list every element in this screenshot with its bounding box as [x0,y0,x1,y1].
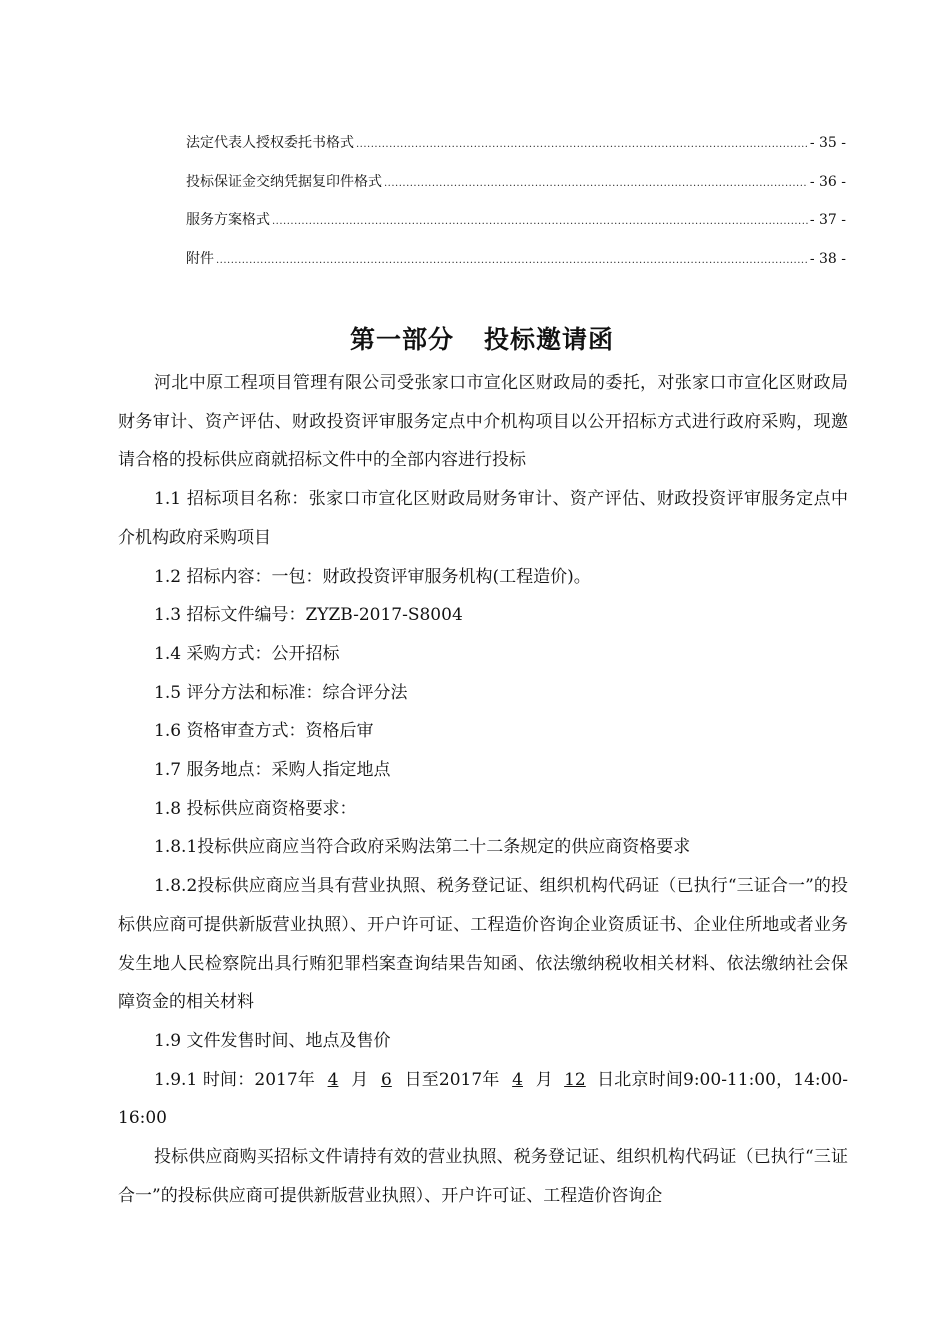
toc-entry[interactable] [186,244,846,283]
paragraph-1-5: 1.5 评分方法和标准：综合评分法 [154,682,408,703]
sale-time-prefix: 1.9.1 时间：2017年 [154,1069,316,1090]
paragraph-1-6: 1.6 资格审查方式：资格后审 [154,721,374,742]
paragraph-1-9: 1.9 文件发售时间、地点及售价 [154,1030,391,1051]
section-title: 投标邀请函 [484,325,615,354]
paragraph-1-8-2: 1.8.2投标供应商应当具有营业执照、税务登记证、组织机构代码证（已执行“三证合一”的投标供应商可提供新版营业执照）、开户许可证、工程造价咨询企业资质证书、企业住所地或者业务发生地人民检察院出具行贿犯罪档案查询结果告知函、依法缴纳税收相关材料、依法缴纳社会保障资金的相关材料 [118,876,848,1013]
toc-entry-page: - 38 - [809,250,846,267]
paragraph-1-8-1: 1.8.1投标供应商应当符合政府采购法第二十二条规定的供应商资格要求 [154,837,691,858]
end-month: 4 [512,1069,523,1090]
toc-leader-dots [216,244,808,276]
table-of-contents [186,128,846,282]
toc-entry-title: 附件 [186,250,214,267]
purchase-paragraph: 投标供应商购买招标文件请持有效的营业执照、税务登记证、组织机构代码证（已执行“三证合一”的投标供应商可提供新版营业执照）、开户许可证、工程造价咨询企 [118,1147,848,1206]
paragraph-1-7: 1.7 服务地点：采购人指定地点 [154,760,391,781]
paragraph-1-8: 1.8 投标供应商资格要求： [154,798,357,819]
toc-entry[interactable] [186,128,846,167]
paragraph-1-4: 1.4 采购方式：公开招标 [154,643,340,664]
paragraph-1-2: 1.2 招标内容：一包：财政投资评审服务机构(工程造价)。 [154,566,591,587]
start-month: 4 [327,1069,339,1090]
month-label: 月 [351,1069,369,1090]
sale-time-suffix: 日北京时间9:00-11:00，14:00-16:00 [118,1069,849,1129]
paragraph-1-3: 1.3 招标文件编号：ZYZB-2017-S8004 [154,605,463,626]
intro-paragraph: 河北中原工程项目管理有限公司受张家口市宣化区财政局的委托，对张家口市宣化区财政局财务审计、资产评估、财政投资评审服务定点中介机构项目以公开招标方式进行政府采购，现邀请合格的投标供应商就招标文件中的全部内容进行投标 [118,373,848,471]
paragraph-1-1: 1.1 招标项目名称：张家口市宣化区财政局财务审计、资产评估、财政投资评审服务定点中介机构政府采购项目 [118,489,848,548]
toc-entry-title: 服务方案格式 [186,212,270,228]
month-label: 月 [535,1069,553,1090]
toc-leader-dots [272,205,808,237]
paragraph-1-9-1 [118,1061,848,1138]
toc-entry-page: - 35 - [809,135,846,151]
toc-entry-title: 投标保证金交纳凭据复印件格式 [186,173,382,190]
toc-entry[interactable] [186,167,846,206]
date-connector: 日至2017年 [404,1069,500,1090]
toc-entry-page: - 36 - [809,173,846,190]
toc-entry[interactable] [186,205,846,244]
document-body [118,364,848,1215]
toc-entry-title: 法定代表人授权委托书格式 [186,135,354,151]
toc-entry-page: - 37 - [809,212,846,228]
section-heading [118,320,846,360]
end-day: 12 [564,1069,586,1090]
start-day: 6 [380,1069,392,1090]
section-part-label: 第一部分 [349,325,454,354]
toc-leader-dots [384,167,808,199]
toc-leader-dots [356,128,808,160]
